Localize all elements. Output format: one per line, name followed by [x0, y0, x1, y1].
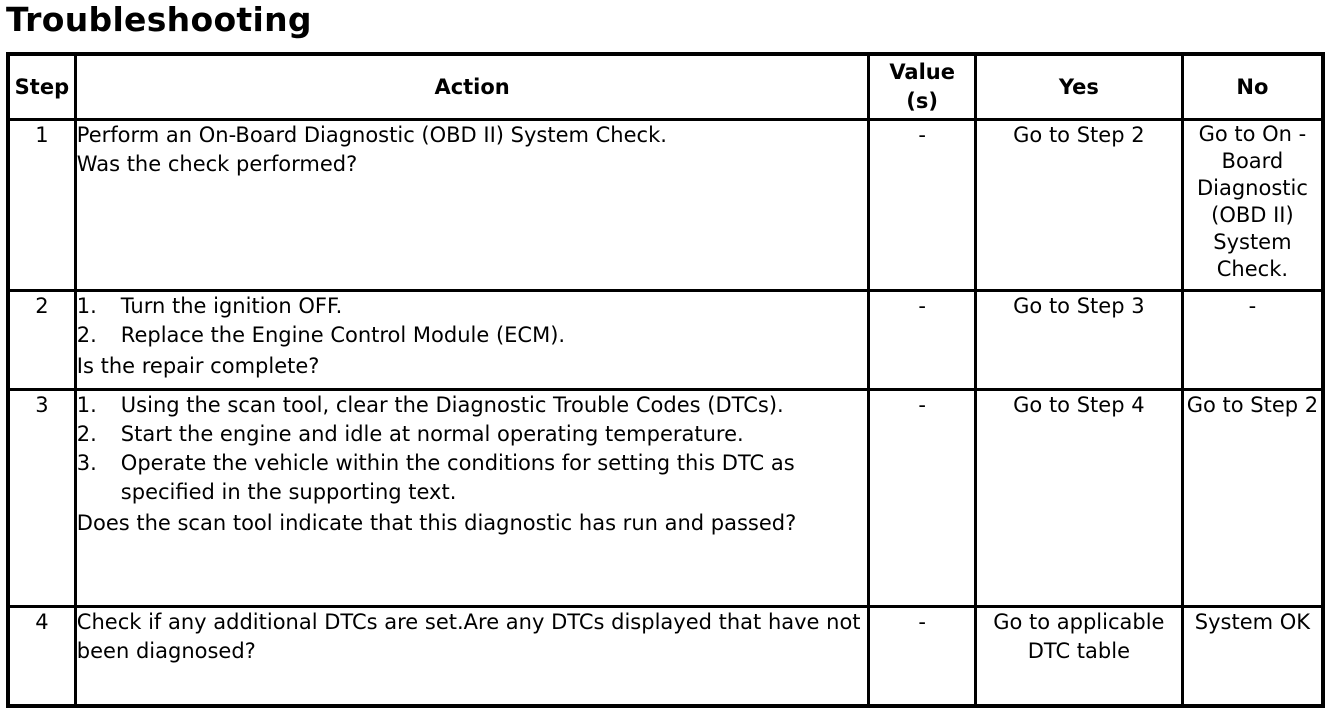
header-action: Action — [75, 54, 869, 120]
action-cell — [75, 607, 869, 707]
action-question: Does the scan tool indicate that this diagnostic has run and passed? — [76, 511, 797, 535]
yes-cell: Go to Step 2 — [975, 120, 1182, 291]
page-title: Troubleshooting — [6, 0, 312, 39]
header-value: Value (s) — [869, 54, 975, 120]
troubleshooting-table — [6, 52, 1325, 708]
no-cell: System OK — [1182, 607, 1323, 707]
yes-cell: Go to applicable DTC table — [975, 607, 1182, 707]
header-yes: Yes — [975, 54, 1182, 120]
value-cell: - — [869, 607, 975, 707]
step-number: 3 — [8, 390, 75, 607]
value-cell: - — [869, 390, 975, 607]
value-cell: - — [869, 120, 975, 291]
yes-cell: Go to Step 3 — [975, 291, 1182, 390]
action-cell — [75, 390, 869, 607]
step-number: 4 — [8, 607, 75, 707]
action-question: Was the check performed? — [76, 152, 358, 176]
table-header-row — [8, 54, 1323, 120]
no-cell: Go to Step 2 — [1182, 390, 1323, 607]
header-no: No — [1182, 54, 1323, 120]
step-number: 2 — [8, 291, 75, 390]
yes-cell: Go to Step 4 — [975, 390, 1182, 607]
no-cell: Go to On -Board Diagnostic (OBD II) System Check. — [1182, 120, 1323, 291]
action-cell — [75, 291, 869, 390]
list-item: 2. Start the engine and idle at normal operating temperature. — [76, 422, 744, 446]
action-steps-list — [77, 391, 868, 507]
table-row — [8, 607, 1323, 707]
action-cell — [75, 120, 869, 291]
table-row — [8, 390, 1323, 607]
action-text: Perform an On-Board Diagnostic (OBD II) System Check. — [76, 123, 667, 147]
no-cell: - — [1182, 291, 1323, 390]
list-item: 2. Replace the Engine Control Module (ECM). — [76, 323, 566, 347]
action-steps-list — [77, 292, 868, 350]
step-number: 1 — [8, 120, 75, 291]
action-question: Is the repair complete? — [76, 354, 320, 378]
list-item: 1. Turn the ignition OFF. — [76, 294, 343, 318]
list-item: 3. Operate the vehicle within the conditions for setting this DTC as specified in the supporting text. — [76, 451, 795, 504]
table-row — [8, 291, 1323, 390]
table-row — [8, 120, 1323, 291]
value-cell: - — [869, 291, 975, 390]
list-item: 1. Using the scan tool, clear the Diagnostic Trouble Codes (DTCs). — [76, 393, 784, 417]
action-text: Check if any additional DTCs are set.Are any DTCs displayed that have not been diagnosed? — [76, 610, 861, 663]
header-step: Step — [8, 54, 75, 120]
